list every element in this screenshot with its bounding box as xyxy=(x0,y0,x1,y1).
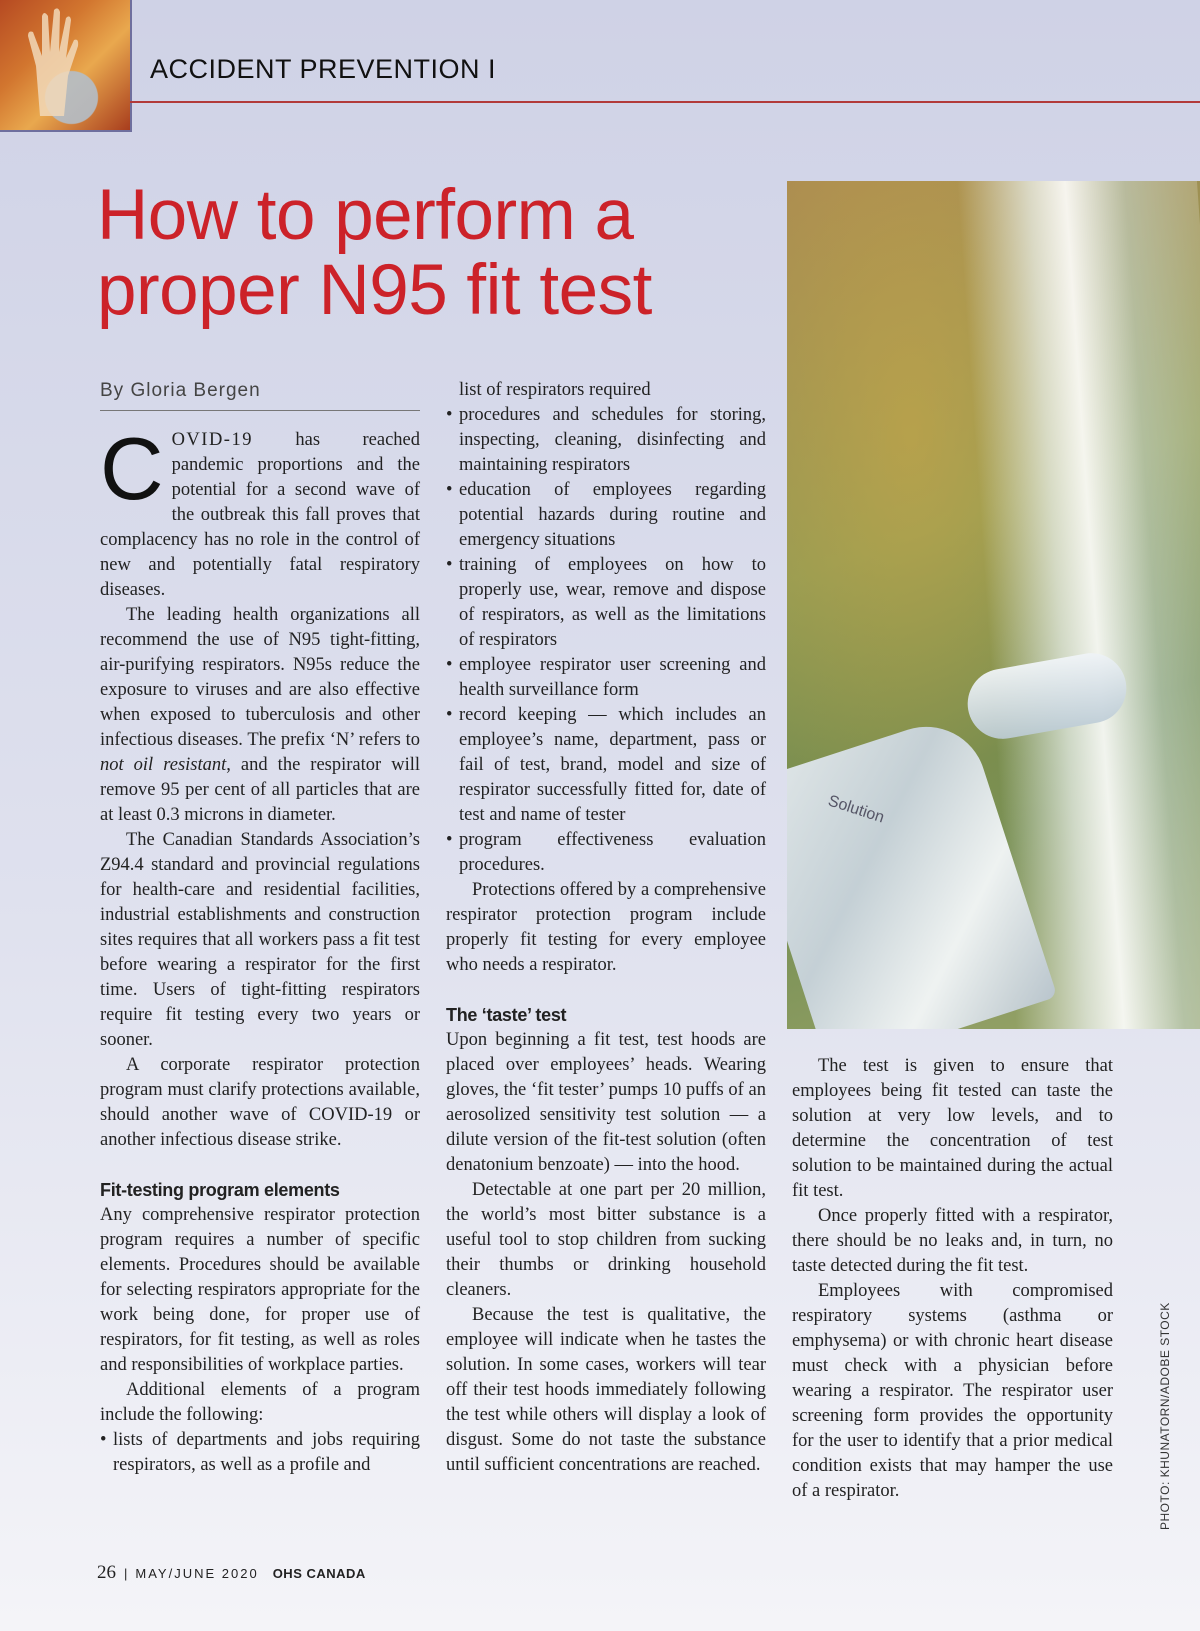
drop-cap: C xyxy=(100,419,164,518)
article-title: How to perform a proper N95 fit test xyxy=(97,176,652,330)
footer-separator: | xyxy=(124,1566,128,1581)
hand-icon xyxy=(22,6,82,116)
column-3 xyxy=(792,1054,1113,1504)
list-item-continuation: list of respirators required xyxy=(459,380,651,400)
list-item: • procedures and schedules for storing, inspecting, cleaning, disinfecting and maintaining respirators xyxy=(446,403,766,478)
body-paragraph: Protections offered by a comprehensive respirator protection program include properly fit testing for every employee who needs a respirator. xyxy=(446,880,766,975)
list-item: • program effectiveness evaluation procedures. xyxy=(446,828,766,878)
list-item: • lists of departments and jobs requiring respirators, as well as a profile and xyxy=(100,1428,420,1478)
bullet-list xyxy=(446,403,766,878)
section-label: ACCIDENT PREVENTION I xyxy=(150,54,497,84)
section-icon-art xyxy=(0,0,132,132)
device-label: Solution xyxy=(825,792,887,827)
body-paragraph: A corporate respirator protection program must clarify protections available, should another wave of COVID-19 or another infectious disease strike. xyxy=(100,1055,420,1150)
body-paragraph: Employees with compromised respiratory systems (asthma or emphysema) or with chronic heart disease must check with a physician before wearing a respirator. The respirator user screening form provides the opportunity for the user to identify that a prior medical condition exists that may hamper the use of a respirator. xyxy=(792,1281,1113,1501)
column-1 xyxy=(100,419,420,1478)
magazine-name: OHS CANADA xyxy=(272,1566,366,1581)
body-paragraph: Detectable at one part per 20 million, the world’s most bitter substance is a useful tool to stop children from sucking their thumbs or drinking household cleaners. xyxy=(446,1180,766,1300)
list-item: • education of employees regarding potential hazards during routine and emergency situations xyxy=(446,478,766,553)
issue-date: MAY/JUNE 2020 xyxy=(135,1566,259,1581)
body-paragraph: Once properly fitted with a respirator, there should be no leaks and, in turn, no taste detected during the fit test. xyxy=(792,1206,1113,1276)
list-item: • training of employees on how to properly use, wear, remove and dispose of respirators, as well as the limitations of respirators xyxy=(446,553,766,653)
body-paragraph: The Canadian Standards Association’s Z94.4 standard and provincial regulations for health-care and residential facilities, industrial establishments and construction sites requires that all workers pass a fit test before wearing a respirator for the first time. Users of tight-fitting respirators require fit testing every two years or sooner. xyxy=(100,830,420,1050)
byline: By Gloria Bergen xyxy=(100,380,420,411)
body-paragraph: The leading health organizations all recommend the use of N95 tight-fitting, air-purifying respirators. N95s reduce the exposure to viruses and are also effective when exposed to tuberculosis and other infectious diseases. The prefix ‘N’ refers to not oil resistant, and the respirator will remove 95 per cent of all particles that are at least 0.3 microns in diameter. xyxy=(100,605,420,825)
body-paragraph: Any comprehensive respirator protection program requires a number of specific elements. Procedures should be available for selecting respirators appropriate for the work being done, for proper use of respirators, for fit testing, as well as roles and responsibilities of workplace parties. xyxy=(100,1205,420,1375)
emphasis-text: not oil resistant xyxy=(100,755,227,775)
photo-credit: PHOTO: KHUNATORN/ADOBE STOCK xyxy=(1158,1302,1172,1530)
body-paragraph: Upon beginning a fit test, test hoods are placed over employees’ heads. Wearing gloves, the ‘fit tester’ pumps 10 puffs of an aerosolized sensitivity test solution — a dilute version of the fit-test solution (often denatonium benzoate) — into the hood. xyxy=(446,1030,766,1175)
body-paragraph: Because the test is qualitative, the employee will indicate when he tastes the solution. In some cases, workers will tear off their test hoods immediately following the test while others will display a look of disgust. Some do not taste the substance until sufficient concentrations are reached. xyxy=(446,1305,766,1475)
body-paragraph: The test is given to ensure that employees being fit tested can taste the solution at very low levels, and to determine the concentration of test solution to be maintained during the actual fit test. xyxy=(792,1056,1113,1201)
list-item: • record keeping — which includes an employee’s name, department, pass or fail of test, brand, model and size of respirator successfully fitted for, date of test and name of tester xyxy=(446,703,766,828)
page-footer xyxy=(97,1562,366,1584)
lead-paragraph xyxy=(100,419,420,603)
body-paragraph: Additional elements of a program include the following: xyxy=(100,1380,420,1425)
bullet-list-start xyxy=(100,1428,420,1478)
lead-text: has reached pandemic proportions and the potential for a second wave of the outbreak this fall proves that complacency has no role in the control of new and potentially fatal respiratory diseases. xyxy=(100,430,420,600)
subhead-fit-testing: Fit-testing program elements xyxy=(100,1180,340,1200)
subhead-taste-test: The ‘taste’ test xyxy=(446,1005,567,1025)
header-rule xyxy=(130,101,1200,103)
article-photo xyxy=(787,181,1200,1029)
list-item: • employee respirator user screening and health surveillance form xyxy=(446,653,766,703)
lead-caps: OVID-19 xyxy=(171,430,253,450)
column-2 xyxy=(446,378,766,1478)
page-number: 26 xyxy=(97,1562,116,1583)
